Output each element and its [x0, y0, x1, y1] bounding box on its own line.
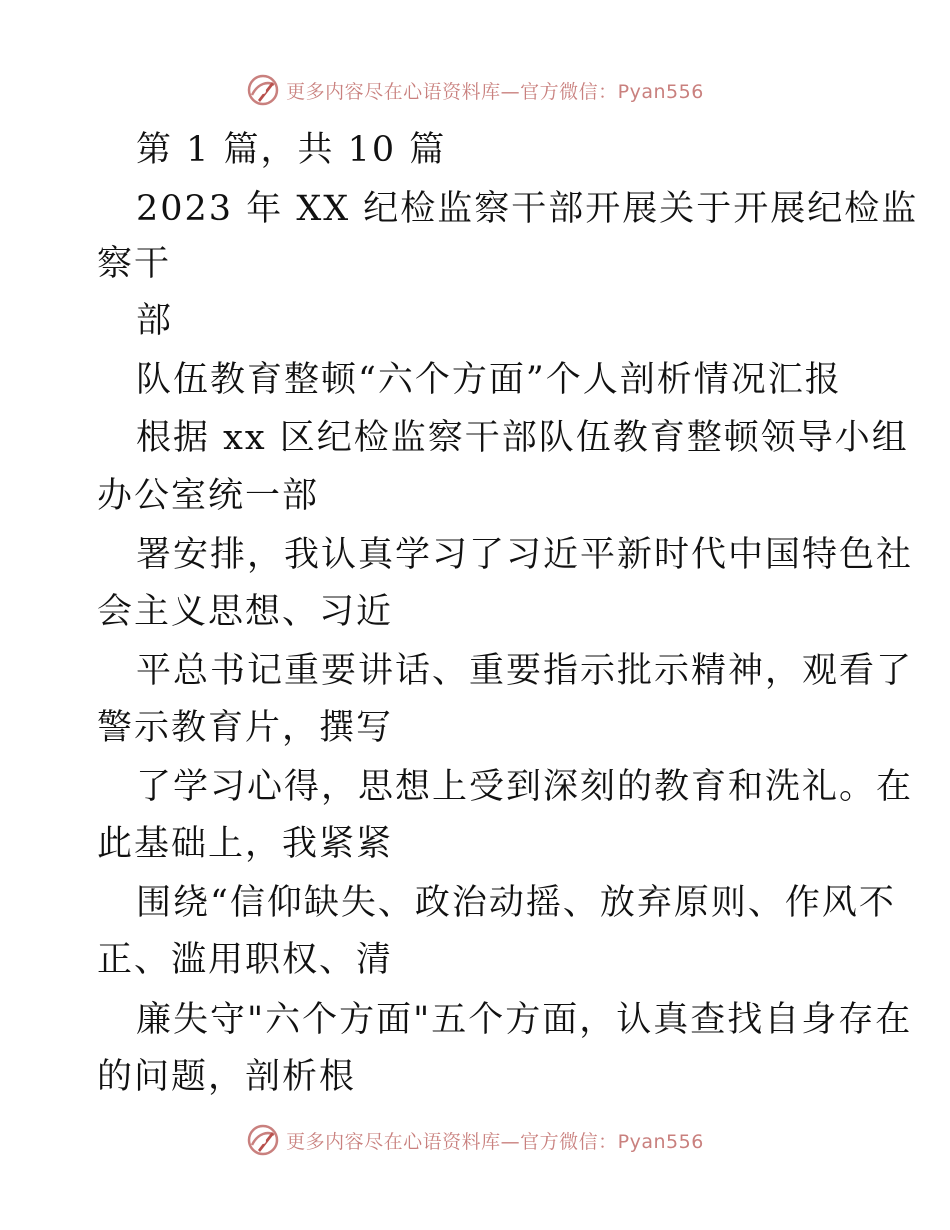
text-line: 围绕“信仰缺失、政治动摇、放弃原则、作风不 [136, 883, 896, 923]
text-line: 2023 年 XX 纪检监察干部开展关于开展纪检监 [136, 189, 919, 229]
text-line: 部 [136, 301, 174, 341]
text-line: 会主义思想、习近 [97, 592, 394, 632]
text-line: 察干 [97, 244, 172, 284]
watermark-banner-bottom [0, 1120, 950, 1160]
watermark-text: 更多内容尽在心语资料库—官方微信：Pyan556 [286, 1130, 704, 1153]
text-line: 办公室统一部 [97, 476, 320, 516]
text-line: 根据 xx 区纪检监察干部队伍教育整顿领导小组 [136, 418, 909, 458]
watermark-text: 更多内容尽在心语资料库—官方微信：Pyan556 [286, 80, 704, 103]
text-line: 署安排，我认真学习了习近平新时代中国特色社 [136, 535, 914, 575]
text-line: 警示教育片，撰写 [97, 708, 394, 748]
text-line: 此基础上，我紧紧 [97, 824, 394, 864]
text-line: 廉失守"六个方面"五个方面，认真查找自身存在 [136, 1000, 913, 1040]
text-line: 的问题，剖析根 [97, 1057, 357, 1097]
text-line: 了学习心得，思想上受到深刻的教育和洗礼。在 [136, 767, 914, 807]
text-line: 正、滥用职权、清 [97, 940, 394, 980]
text-line: 第 1 篇，共 10 篇 [136, 130, 447, 170]
text-line: 队伍教育整顿“六个方面”个人剖析情况汇报 [136, 360, 842, 400]
pen-swirl-logo-icon [246, 1123, 280, 1157]
watermark-banner-top [0, 70, 950, 110]
text-line: 平总书记重要讲话、重要指示批示精神，观看了 [136, 651, 914, 691]
pen-swirl-logo-icon [246, 73, 280, 107]
